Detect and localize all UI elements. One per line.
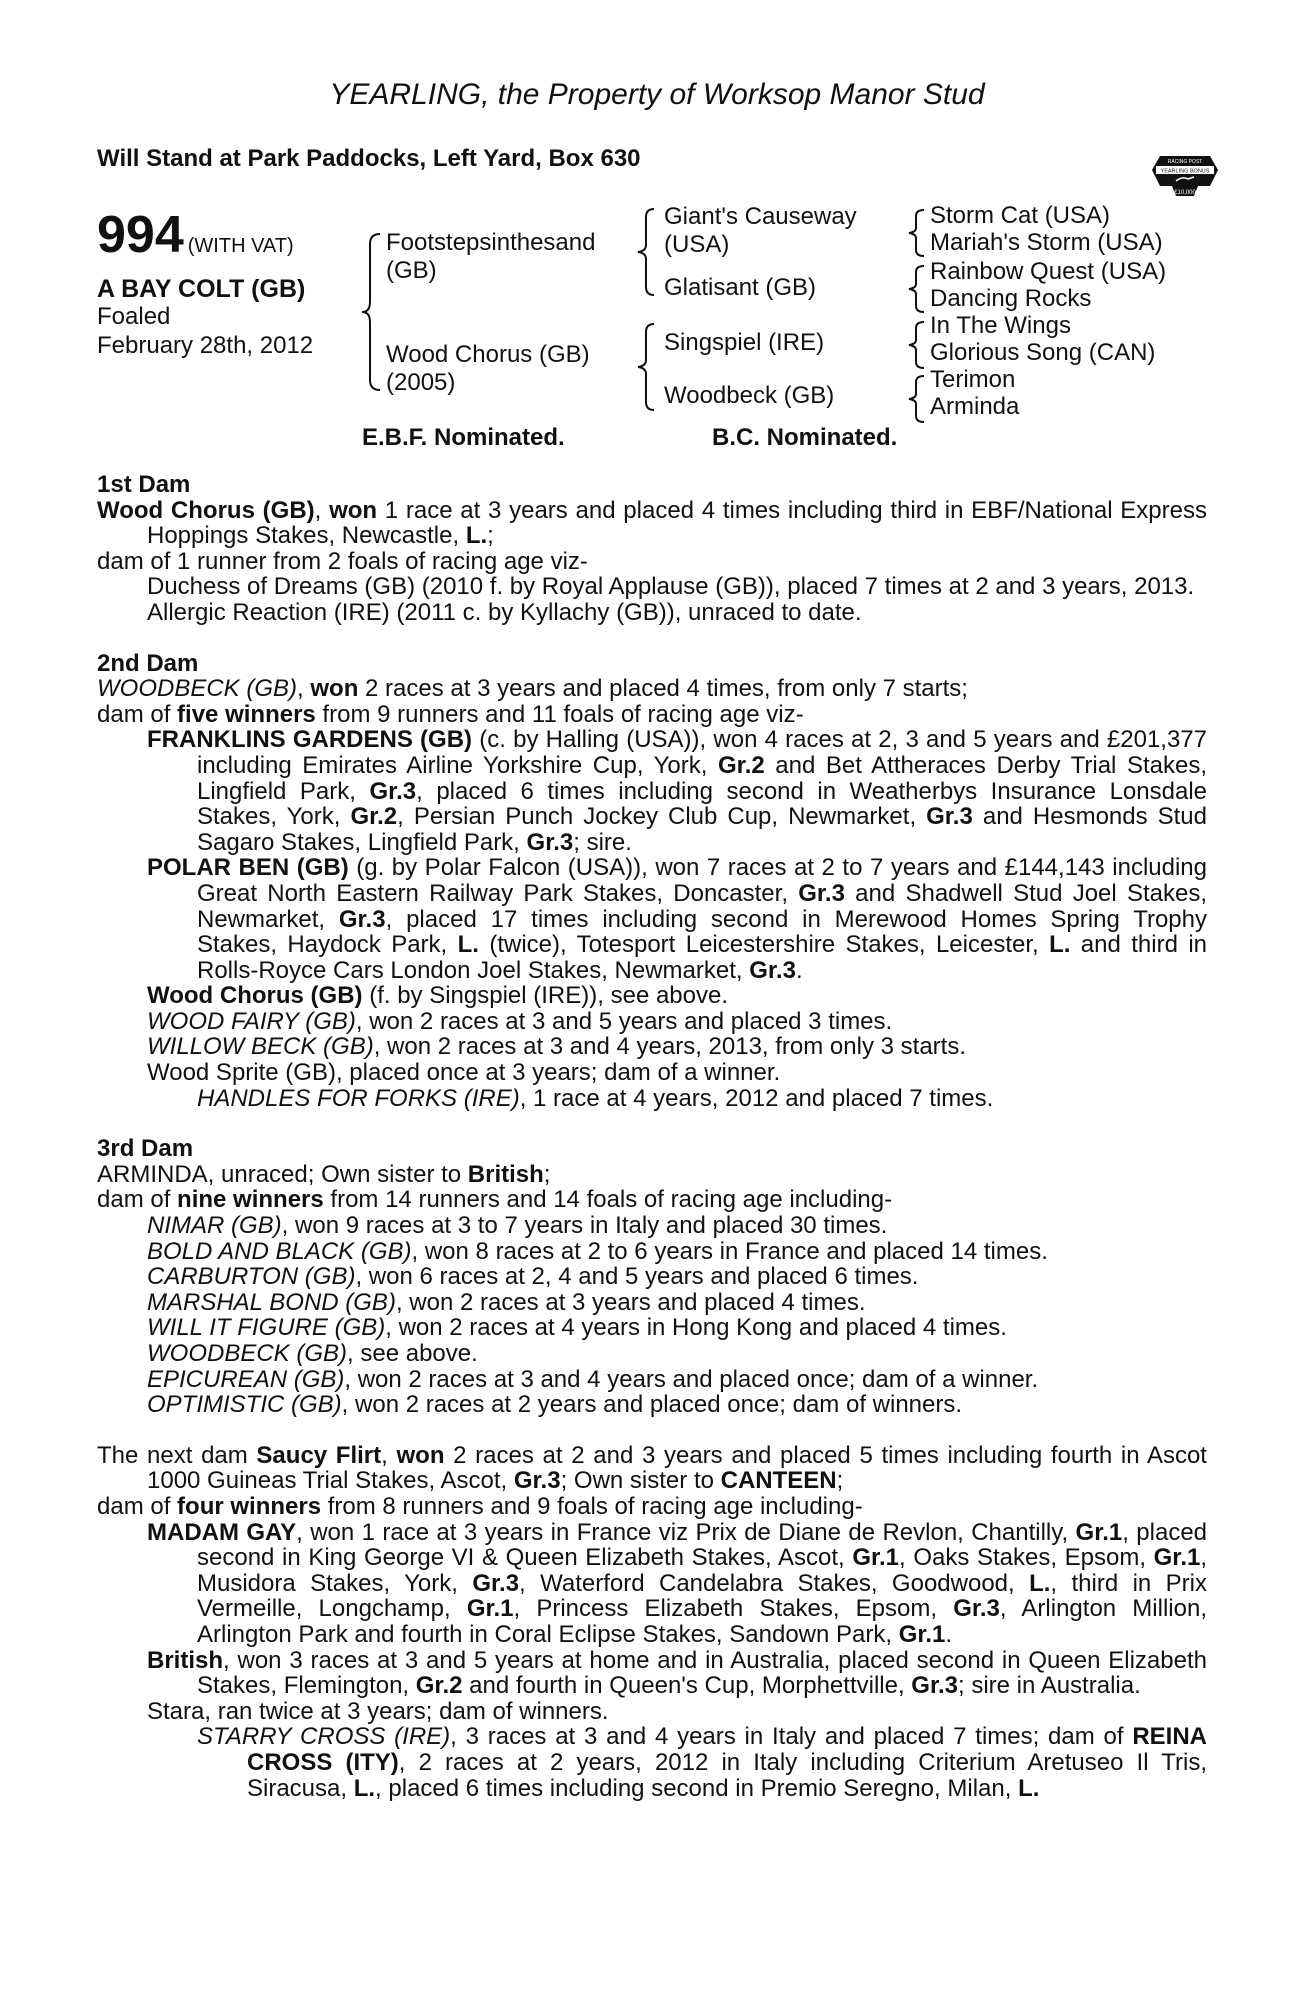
pedigree-dam: Wood Chorus (GB) (2005) (386, 341, 590, 396)
pedigree-dds: Terimon (930, 366, 1016, 393)
lot-number-block (97, 205, 294, 265)
third-dam-record: ARMINDA, unraced; Own sister to British; (97, 1160, 551, 1188)
first-dam-heading: 1st Dam (97, 471, 191, 498)
pedigree-dd: Woodbeck (GB) (664, 382, 835, 409)
foal-entry: MARSHAL BOND (GB), won 2 races at 3 years and placed 4 times. (147, 1288, 866, 1316)
foaled-label: Foaled (97, 303, 171, 330)
pedigree-sd: Glatisant (GB) (664, 274, 817, 301)
foal-entry: HANDLES FOR FORKS (IRE), 1 race at 4 years, 2012 and placed 7 times. (197, 1084, 994, 1112)
vat-label: (WITH VAT) (187, 235, 294, 257)
next-dam-record: The next dam Saucy Flirt, won 2 races at 2 and 3 years and placed 5 times including fourth in Ascot 1000 Guineas Trial Stakes, Ascot, Gr.3; Own sister to CANTEEN; (97, 1441, 1207, 1495)
stand-location: Will Stand at Park Paddocks, Left Yard, Box 630 (97, 145, 641, 172)
foal-entry: WOOD FAIRY (GB), won 2 races at 3 and 5 years and placed 3 times. (147, 1007, 893, 1035)
pedigree-sdd: Dancing Rocks (930, 285, 1092, 312)
foal-entry: British, won 3 races at 3 and 5 years at home and in Australia, placed second in Queen Elizabeth Stakes, Flemington, Gr.2 and fourth in Queen's Cup, Morphettville, Gr.3; sire in Australia. (147, 1646, 1207, 1700)
produce-record (97, 472, 1207, 1801)
foal-entry: EPICUREAN (GB), won 2 races at 3 and 4 years and placed once; dam of a winner. (147, 1365, 1039, 1393)
foal-entry: Allergic Reaction (IRE) (2011 c. by Kyllachy (GB)), unraced to date. (147, 598, 862, 626)
lot-number: 994 (97, 206, 184, 264)
foal-entry: CARBURTON (GB), won 6 races at 2, 4 and 5 years and placed 6 times. (147, 1263, 919, 1291)
third-dam-summary: dam of nine winners from 14 runners and 14 foals of racing age including- (97, 1186, 893, 1214)
first-dam-summary: dam of 1 runner from 2 foals of racing age viz- (97, 547, 588, 575)
lot-title: A BAY COLT (GB) (97, 275, 306, 303)
foal-entry: Wood Chorus (GB) (f. by Singspiel (IRE)), see above. (147, 982, 729, 1010)
foal-entry: MADAM GAY, won 1 race at 3 years in France viz Prix de Diane de Revlon, Chantilly, Gr.1, placed second in King George VI & Queen Elizabeth Stakes, Ascot, Gr.1, Oaks Stakes, Epsom, Gr.1, Musidora Stakes, York, Gr.3, Waterford Candelabra Stakes, Goodwood, L., third in Prix Vermeille, Longchamp, Gr.1, Princess Elizabeth Stakes, Epsom, Gr.3, Arlington Million, Arlington Park and fourth in Coral Eclipse Stakes, Sandown Park, Gr.1. (147, 1518, 1208, 1648)
pedigree-sds: Rainbow Quest (USA) (930, 258, 1167, 285)
bc-nominated: B.C. Nominated. (712, 424, 898, 451)
second-dam-record: WOODBECK (GB), won 2 races at 3 years and placed 4 times, from only 7 starts; (97, 675, 968, 703)
foal-entry: NIMAR (GB), won 9 races at 3 to 7 years in Italy and placed 30 times. (147, 1212, 888, 1240)
pedigree-ds: Singspiel (IRE) (664, 329, 825, 356)
pedigree-dss: In The Wings (930, 312, 1071, 339)
foal-entry: OPTIMISTIC (GB), won 2 races at 2 years and placed once; dam of winners. (147, 1391, 963, 1419)
pedigree-ddd: Arminda (930, 393, 1020, 420)
foal-entry: WILL IT FIGURE (GB), won 2 races at 4 years in Hong Kong and placed 4 times. (147, 1314, 1007, 1342)
pedigree-ss: Giant's Causeway (USA) (664, 203, 857, 258)
foal-entry: WOODBECK (GB), see above. (147, 1340, 478, 1367)
pedigree-sss: Storm Cat (USA) (930, 202, 1111, 229)
sire-line-brace (636, 205, 660, 299)
first-dam-record: Wood Chorus (GB), won 1 race at 3 years and placed 4 times including third in EBF/National Express Hoppings Stakes, Newcastle, L.; (97, 496, 1207, 550)
second-dam-heading: 2nd Dam (97, 649, 199, 677)
yearling-bonus-badge (1148, 148, 1222, 205)
svg-text:RACING POST: RACING POST (1167, 159, 1203, 165)
foaled-date: February 28th, 2012 (97, 332, 314, 359)
foal-entry: BOLD AND BLACK (GB), won 8 races at 2 to 6 years in France and placed 14 times. (147, 1237, 1048, 1265)
dam-line-brace (636, 320, 660, 414)
foal-entry: WILLOW BECK (GB), won 2 races at 3 and 4 years, 2013, from only 3 starts. (147, 1033, 966, 1061)
ebf-nominated: E.B.F. Nominated. (362, 424, 565, 451)
third-dam-heading: 3rd Dam (97, 1135, 194, 1163)
pedigree-sire: Footstepsinthesand (GB) (386, 229, 596, 284)
second-dam-summary: dam of five winners from 9 runners and 11 foals of racing age viz- (97, 700, 804, 728)
next-dam-summary: dam of four winners from 8 runners and 9 foals of racing age including- (97, 1492, 863, 1520)
foal-entry: Stara, ran twice at 3 years; dam of winners. (147, 1697, 609, 1725)
svg-text:£10,000: £10,000 (1174, 190, 1196, 196)
pedigree-ssd: Mariah's Storm (USA) (930, 229, 1163, 256)
foal-entry: STARRY CROSS (IRE), 3 races at 3 and 4 years in Italy and placed 7 times; dam of REINA CROSS (ITY), 2 races at 2 years, 2012 in Italy including Criterium Aretuseo Il Tris, Siracusa, L., placed 6 times including second in Premio Seregno, Milan, L. (197, 1723, 1207, 1802)
pedigree-dsd: Glorious Song (CAN) (930, 339, 1156, 366)
foal-entry: FRANKLINS GARDENS (GB) (c. by Halling (USA)), won 4 races at 2, 3 and 5 years and £201,377 including Emirates Airline Yorkshire Cup, York, Gr.2 and Bet Attheraces Derby Trial Stakes, Lingfield Park, Gr.3, placed 6 times including second in Weatherbys Insurance Lonsdale Stakes, York, Gr.2, Persian Punch Jockey Club Cup, Newmarket, Gr.3 and Hesmonds Stud Sagaro Stakes, Lingfield Park, Gr.3; sire. (147, 726, 1208, 856)
foal-entry: POLAR BEN (GB) (g. by Polar Falcon (USA)), won 7 races at 2 to 7 years and £144,143 including Great North Eastern Railway Park Stakes, Doncaster, Gr.3 and Shadwell Stud Joel Stakes, Newmarket, Gr.3, placed 17 times including second in Merewood Homes Spring Trophy Stakes, Haydock Park, L. (twice), Totesport Leicestershire Stakes, Leicester, L. and third in Rolls-Royce Cars London Joel Stakes, Newmarket, Gr.3. (147, 854, 1208, 984)
svg-text:YEARLING BONUS: YEARLING BONUS (1160, 168, 1210, 175)
foal-entry: Duchess of Dreams (GB) (2010 f. by Royal Applause (GB)), placed 7 times at 2 and 3 years, 2013. (147, 573, 1195, 601)
foaled-info (97, 302, 313, 360)
foal-entry: Wood Sprite (GB), placed once at 3 years; dam of a winner. (147, 1059, 781, 1087)
catalogue-title: YEARLING, the Property of Worksop Manor Stud (329, 78, 985, 111)
